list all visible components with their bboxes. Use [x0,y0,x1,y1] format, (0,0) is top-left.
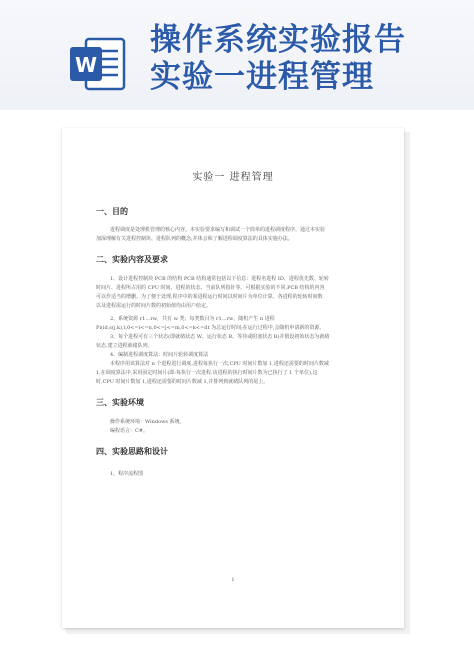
word-document-icon [66,33,130,97]
paragraph-line: 2、系统资源 r1…rw，共有 w 类；每类数目为 r1…rw，随机产生 n 进程 [110,316,275,322]
paragraph-line: 本程序用该算法对 n 个进程进行调度,进程每执行一次,CPU 时间片数加 1,进程还需要的时间片数减 [110,361,329,367]
section-heading: 二、实验内容及要求 [96,255,168,264]
paragraph-line: 可以作适当的增删。为了便于处理,程序中的某进程运行时间以时间片为单位计算。各进程的轮转时间数 [96,294,323,300]
banner-title-line2: 实验一进程管理 [150,59,374,95]
section-heading: 三、实验环境 [96,398,144,407]
page-number: 1 [231,577,235,583]
paragraph-line: 时,CPU 时间片数加 1,进程还需要的时间片数减 1,并排列到就绪队列的尾上。 [96,379,269,385]
section-heading: 四、实验思路和设计 [96,447,168,456]
paragraph-line: 状态,建立进程就绪队列。 [96,343,153,349]
paragraph-line: 时间片、进程所占用的 CPU 时间、进程的状态、当前队列指针等。可根据实验的不同,PCB 结构的内容 [96,285,325,291]
paragraph-line: 以及进程需运行的时间片数的初始值均由用户给定。 [96,303,212,309]
paragraph-line: 1,在调度算法中,采用固定时间片(即:每执行一次进程,该进程的执行时间片数为已执行了 1 个单位),这 [96,370,318,376]
paragraph-line: 1、设计进程控制块 PCB 的结构 PCB 结构通常包括以下信息：进程名进程 ID、进程优先数、轮转 [110,276,329,282]
header-banner [0,0,474,110]
document-page [62,128,404,628]
section-heading: 一、目的 [96,207,128,216]
paragraph-line: 1、程序流程图 [110,471,144,477]
paragraph-line: 3、每个进程可有三个状态(即就绪状态 W、运行状态 R、等待或阻塞状态 B)并假设初始状态为就绪 [110,334,330,340]
banner-title-line1: 操作系统实验报告 [150,22,406,58]
word-logo-letter: W [74,53,98,77]
paragraph-line: 4、编制进程调度算法：时间片轮转调度算法 [110,352,209,358]
paragraph-line: Pi(id,s(j,k),t,0<=i<=n,0<=j<=m,0<=k<=dt 为总运行时间;在运行过程中,会随机申请新的资源。 [96,325,325,331]
paragraph-line: 进程调度是处理机管理的核心内容。本实验要求编写和调试一个简单的进程调度程序。通过本实验 [110,227,326,233]
paragraph-line: 操作系统环境：Windows 系统。 [110,419,185,425]
paragraph-line: 编程语言：C#。 [110,428,149,434]
banner-title [150,22,406,96]
document-title: 实验一 进程管理 [192,172,274,183]
paragraph-line: 加深理解有关进程控制块、进程队列的概念;并体会和了解进程调度算法的具体实施办法。 [96,236,293,242]
